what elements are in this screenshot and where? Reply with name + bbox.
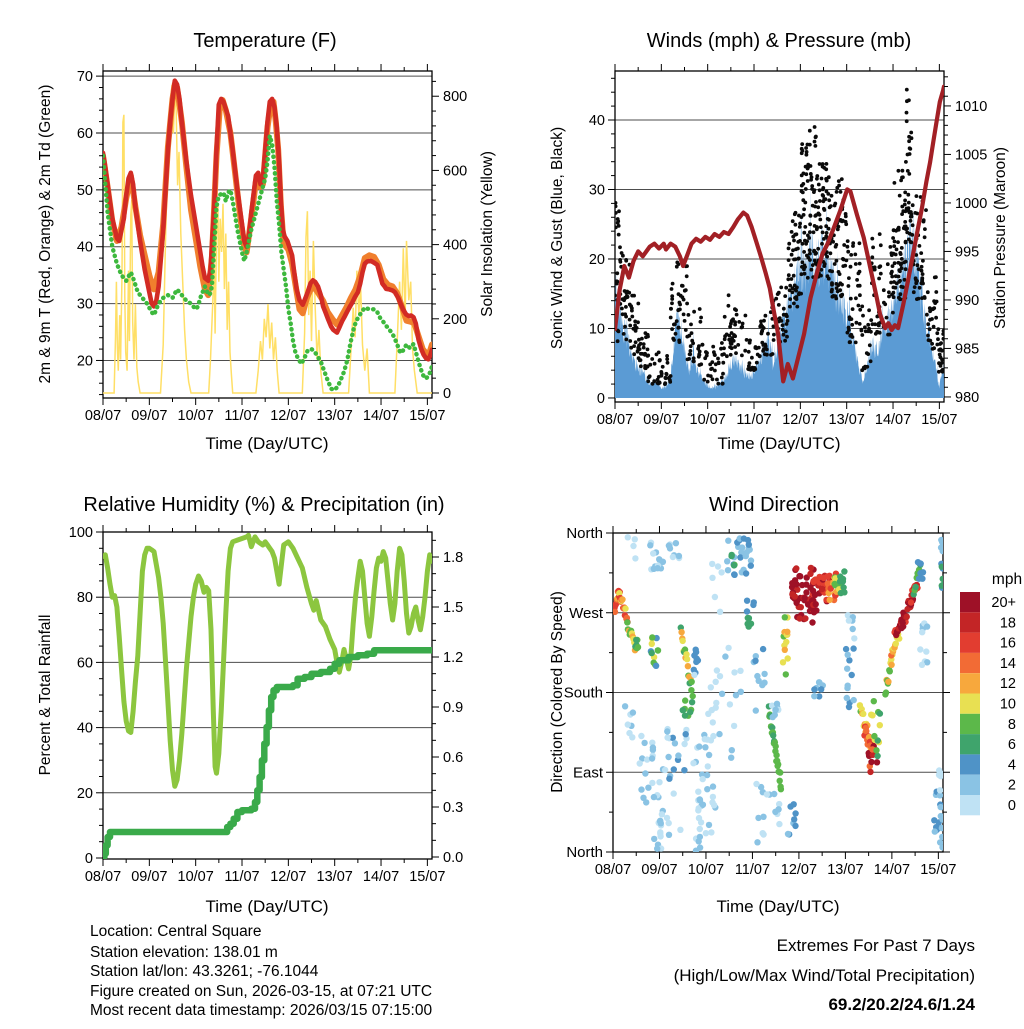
svg-text:12/07: 12/07: [270, 869, 307, 885]
svg-text:11/07: 11/07: [734, 862, 771, 878]
svg-text:400: 400: [443, 237, 468, 254]
wind-direction-x-label: Time (Day/UTC): [716, 897, 840, 916]
extremes-values: 69.2/20.2/24.6/1.24: [828, 995, 975, 1014]
svg-text:1.5: 1.5: [443, 600, 464, 616]
humidity-title: Relative Humidity (%) & Precipitation (in): [83, 494, 445, 516]
svg-text:600: 600: [443, 163, 468, 180]
colorbar-swatch: [960, 714, 980, 734]
svg-text:14/07: 14/07: [873, 862, 911, 878]
svg-text:0.9: 0.9: [443, 700, 464, 716]
winds-x-label: Time (Day/UTC): [717, 434, 841, 453]
svg-text:09/07: 09/07: [643, 412, 680, 428]
colorbar-title: mph: [991, 571, 1023, 588]
colorbar-swatch: [960, 612, 980, 632]
svg-text:13/07: 13/07: [827, 862, 864, 878]
svg-text:20: 20: [76, 353, 93, 370]
svg-text:50: 50: [76, 182, 93, 199]
svg-text:15/07: 15/07: [920, 862, 957, 878]
colorbar-label: 20+: [991, 595, 1016, 611]
svg-text:12/07: 12/07: [782, 412, 819, 428]
direction-left-axis-label: Direction (Colored By Speed): [549, 591, 566, 793]
svg-text:100: 100: [68, 525, 93, 541]
footer-latlon: Station lat/lon: 43.3261; -76.1044: [90, 963, 319, 980]
svg-text:12/07: 12/07: [270, 408, 307, 424]
svg-text:15/07: 15/07: [409, 408, 446, 424]
extremes-heading: Extremes For Past 7 Days: [776, 936, 975, 955]
svg-text:1010: 1010: [955, 98, 988, 115]
colorbar-swatch: [960, 734, 980, 754]
svg-text:0.3: 0.3: [443, 800, 464, 816]
colorbar-label: 0: [1007, 798, 1016, 814]
svg-text:1000: 1000: [955, 195, 988, 212]
svg-text:1005: 1005: [955, 147, 988, 164]
humidity-left-axis-label: Percent & Total Rainfall: [37, 614, 54, 776]
svg-text:800: 800: [443, 89, 468, 106]
svg-text:10/07: 10/07: [689, 412, 726, 428]
svg-text:08/07: 08/07: [84, 408, 122, 424]
svg-text:990: 990: [955, 292, 980, 309]
colorbar-label: 6: [1007, 737, 1016, 754]
svg-text:West: West: [569, 604, 603, 622]
svg-text:30: 30: [588, 182, 605, 199]
svg-text:10/07: 10/07: [177, 408, 214, 424]
svg-text:60: 60: [76, 655, 93, 672]
svg-text:1.2: 1.2: [443, 650, 464, 666]
svg-text:40: 40: [76, 239, 93, 256]
footer-latest: Most recent data timestamp: 2026/03/15 07:15:00: [90, 1002, 433, 1019]
footer-created: Figure created on Sun, 2026-03-15, at 07:21 UTC: [90, 983, 433, 1000]
svg-text:08/07: 08/07: [596, 412, 634, 428]
colorbar-swatch: [960, 795, 980, 815]
svg-text:09/07: 09/07: [131, 869, 168, 885]
extremes-subheading: (High/Low/Max Wind/Total Precipitation): [673, 966, 975, 985]
footer-location: Location: Central Square: [90, 923, 262, 940]
humidity-x-label: Time (Day/UTC): [205, 897, 329, 916]
svg-text:South: South: [563, 684, 603, 702]
colorbar-label: 8: [1007, 716, 1016, 733]
svg-text:995: 995: [955, 244, 980, 261]
temperature-title: Temperature (F): [193, 30, 337, 52]
colorbar-label: 16: [999, 635, 1016, 652]
colorbar-swatch: [960, 694, 980, 714]
svg-text:20: 20: [76, 785, 93, 802]
svg-text:1.8: 1.8: [443, 550, 464, 566]
colorbar-label: 4: [1007, 757, 1016, 774]
svg-text:80: 80: [76, 590, 93, 607]
svg-text:13/07: 13/07: [828, 412, 865, 428]
colorbar-swatch: [960, 592, 980, 612]
svg-text:0: 0: [84, 850, 93, 867]
footer-elevation: Station elevation: 138.01 m: [90, 944, 278, 961]
svg-text:985: 985: [955, 341, 980, 358]
colorbar-label: 18: [999, 615, 1016, 632]
svg-text:40: 40: [76, 720, 93, 737]
svg-text:200: 200: [443, 311, 468, 328]
svg-text:0.6: 0.6: [443, 750, 464, 766]
svg-text:0.0: 0.0: [443, 850, 464, 866]
svg-text:09/07: 09/07: [131, 408, 168, 424]
svg-text:10: 10: [588, 321, 605, 338]
svg-text:East: East: [572, 764, 603, 782]
colorbar-label: 14: [999, 655, 1016, 672]
svg-text:10/07: 10/07: [687, 862, 725, 878]
colorbar-label: 12: [999, 676, 1016, 693]
colorbar-label: 10: [999, 696, 1016, 713]
svg-text:40: 40: [588, 112, 605, 129]
svg-text:11/07: 11/07: [736, 412, 772, 428]
svg-text:70: 70: [76, 69, 93, 86]
pressure-right-axis-label: Station Pressure (Maroon): [992, 147, 1009, 329]
svg-text:14/07: 14/07: [362, 869, 400, 885]
svg-text:14/07: 14/07: [874, 412, 912, 428]
colorbar-swatch: [960, 673, 980, 693]
svg-text:0: 0: [443, 385, 452, 402]
svg-text:14/07: 14/07: [362, 408, 400, 424]
svg-text:60: 60: [76, 125, 93, 142]
wind-left-axis-label: Sonic Wind & Gust (Blue, Black): [549, 126, 566, 350]
svg-text:10/07: 10/07: [177, 869, 214, 885]
temperature-x-label: Time (Day/UTC): [205, 434, 329, 453]
svg-text:15/07: 15/07: [921, 412, 958, 428]
wind-direction-title: Wind Direction: [708, 494, 840, 516]
colorbar-swatch: [960, 754, 980, 774]
temperature-left-axis-label: 2m & 9m T (Red, Orange) & 2m Td (Green): [37, 84, 54, 384]
svg-text:08/07: 08/07: [84, 869, 122, 885]
svg-text:North: North: [566, 844, 603, 861]
svg-text:11/07: 11/07: [224, 869, 260, 885]
colorbar-swatch: [960, 775, 980, 795]
svg-text:15/07: 15/07: [409, 869, 446, 885]
svg-text:12/07: 12/07: [780, 862, 818, 878]
winds-title: Winds (mph) & Pressure (mb): [646, 30, 912, 52]
svg-text:13/07: 13/07: [316, 869, 353, 885]
svg-text:11/07: 11/07: [224, 408, 260, 424]
svg-text:980: 980: [955, 389, 980, 406]
colorbar-label: 2: [1007, 777, 1016, 794]
solar-right-axis-label: Solar Insolation (Yellow): [479, 151, 496, 317]
colorbar-swatch: [960, 633, 980, 653]
colorbar-swatch: [960, 653, 980, 673]
svg-text:09/07: 09/07: [641, 862, 678, 878]
svg-text:08/07: 08/07: [594, 862, 632, 878]
svg-text:30: 30: [76, 296, 93, 313]
svg-text:20: 20: [588, 251, 605, 268]
svg-text:North: North: [566, 525, 603, 542]
svg-text:0: 0: [596, 390, 605, 407]
svg-text:13/07: 13/07: [316, 408, 353, 424]
